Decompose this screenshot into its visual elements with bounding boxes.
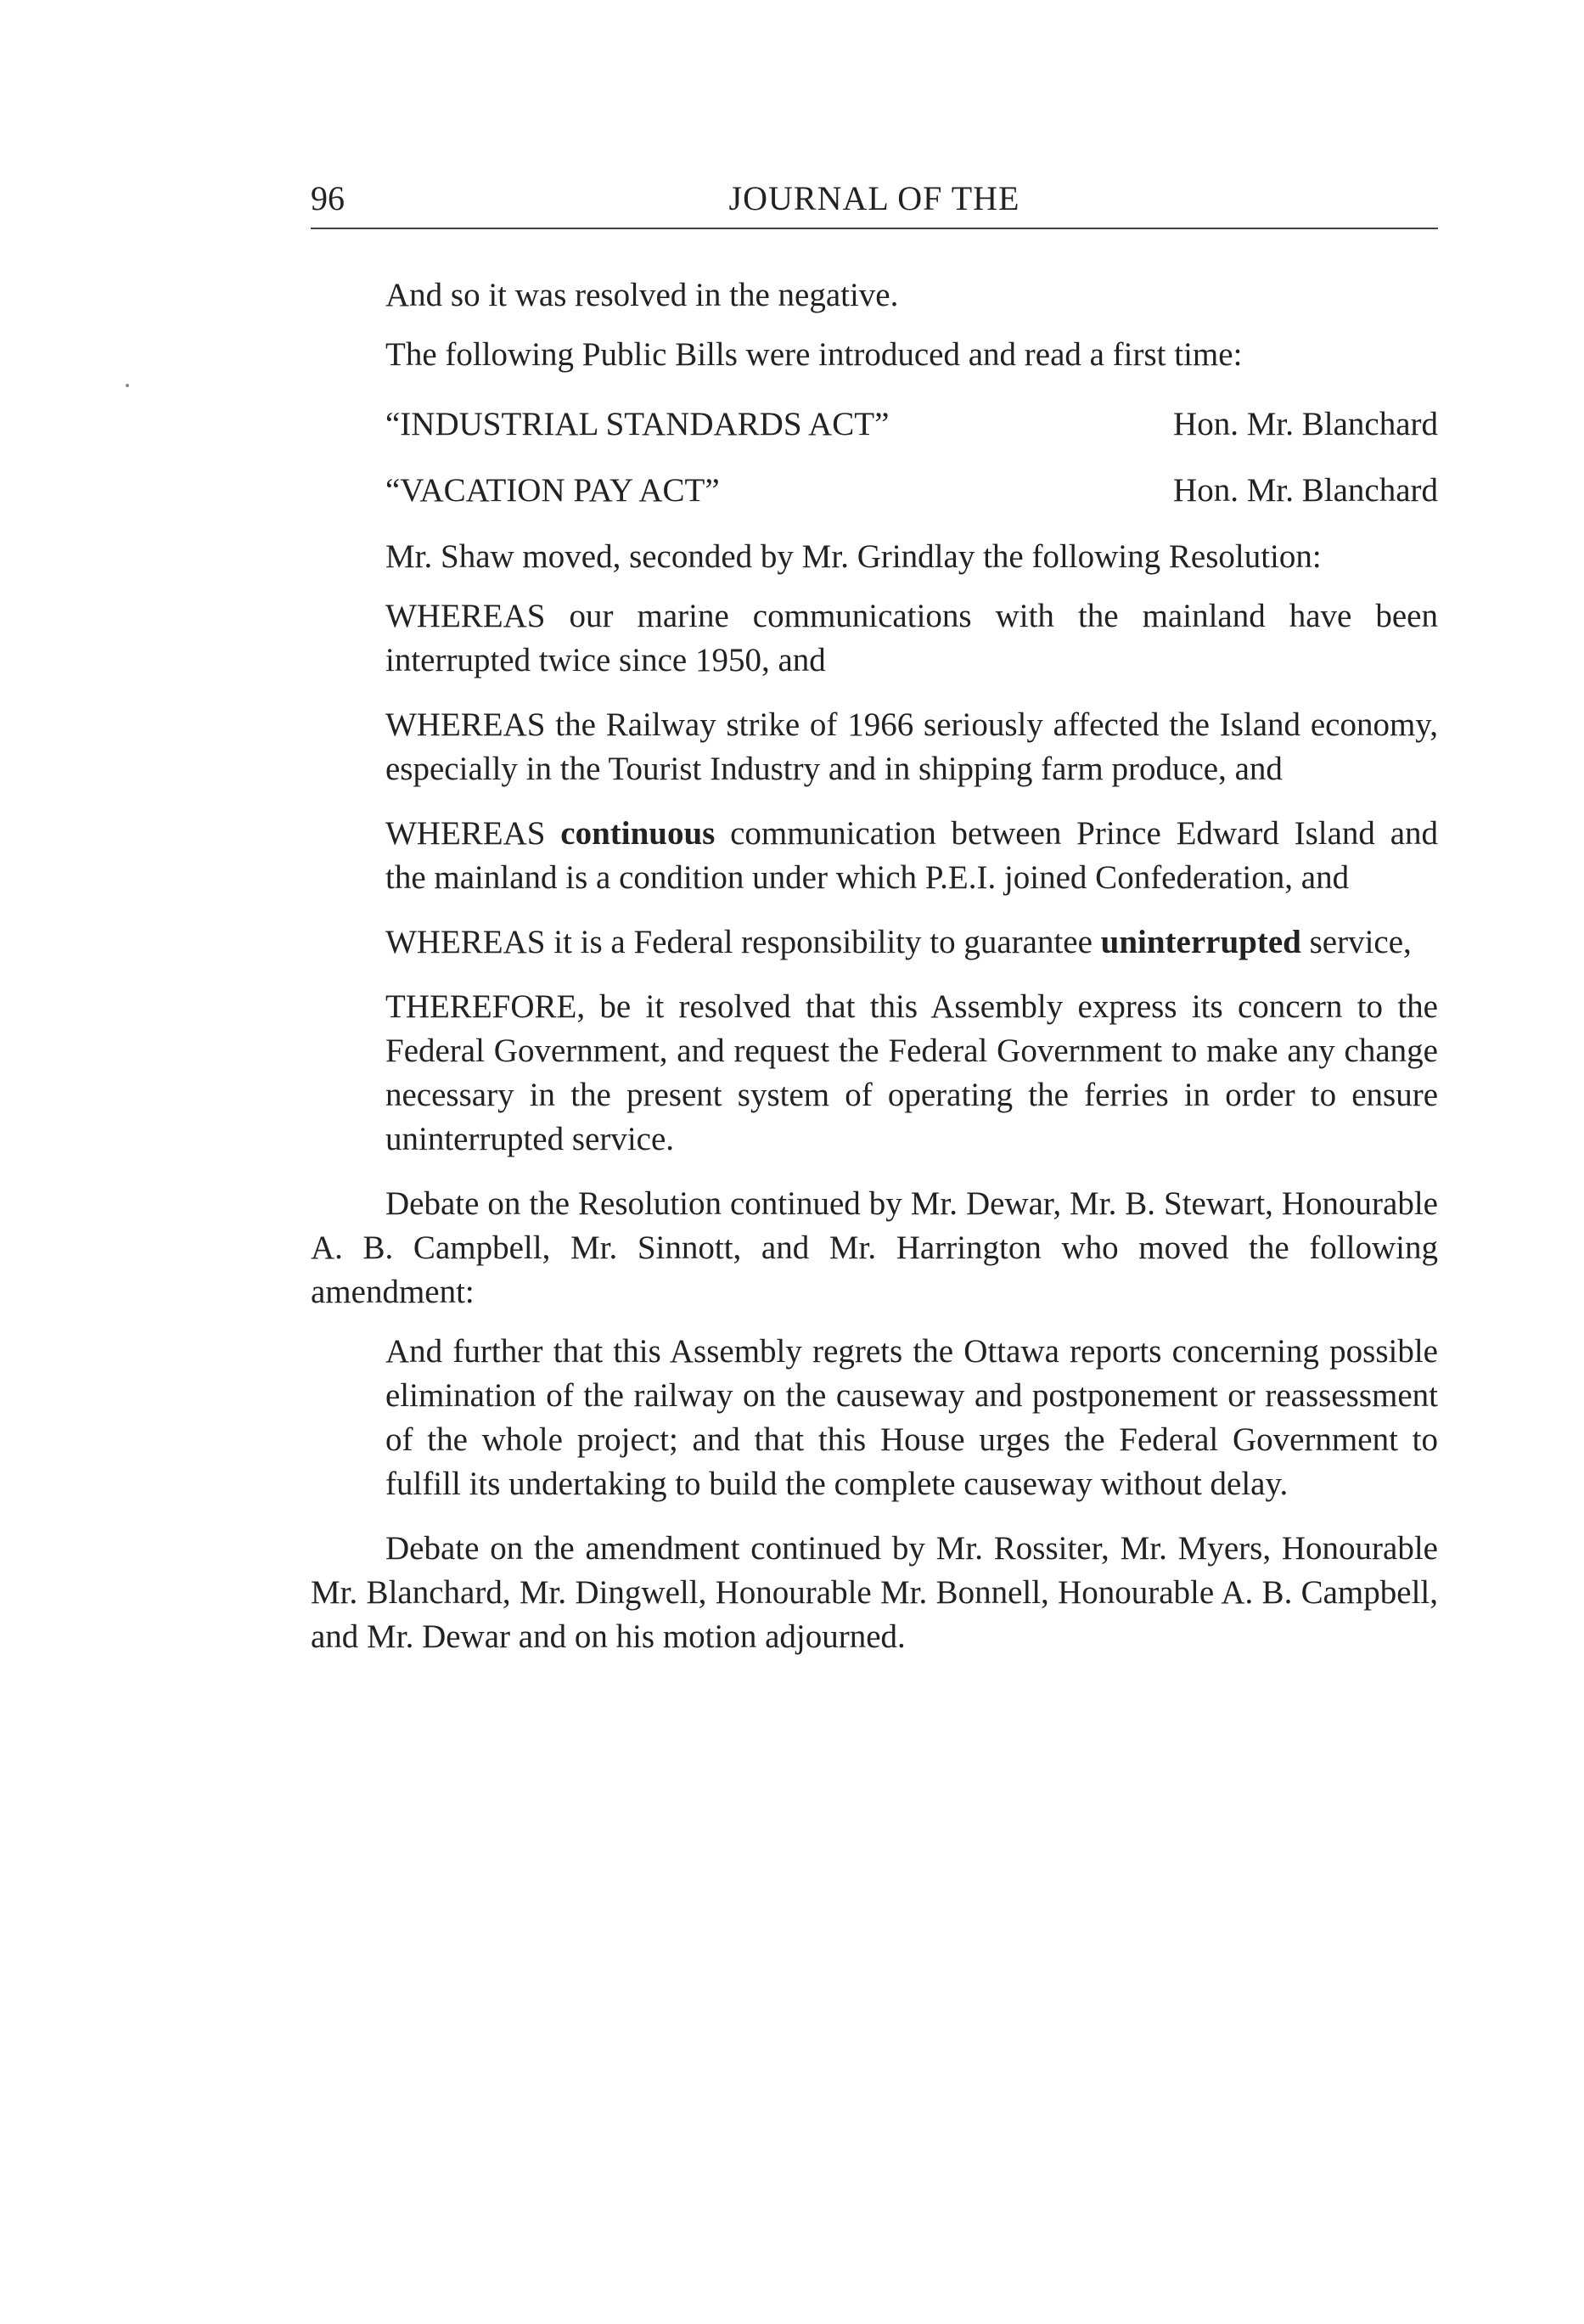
debate-paragraph: Debate on the Resolution continued by Mr. Dewar, Mr. B. Stewart, Honourable A. B. Campbell, Mr. Sinnott, and Mr. Harrington who moved the following amendment: xyxy=(311,1185,1438,1310)
header-rule xyxy=(311,228,1438,229)
clause-text: WHEREAS it is a Federal responsibility to guarantee xyxy=(385,924,1101,960)
amendment-debate-paragraph: Debate on the amendment continued by Mr. Rossiter, Mr. Myers, Honourable Mr. Blanchard, Mr. Dingwell, Honourable Mr. Bonnell, Honourable A. B. Campbell, and Mr. Dewar and on his motion adjourned. xyxy=(311,1530,1438,1655)
page-number: 96 xyxy=(311,179,345,217)
bill-sponsor: Hon. Mr. Blanchard xyxy=(1173,406,1438,442)
whereas-clause xyxy=(385,812,1438,900)
resolution-block xyxy=(311,594,1438,1162)
amendment-text: And further that this Assembly regrets the Ottawa reports concerning possible elimination of the railway on the causeway and postponement or reassessment of the whole project; and that this House urges the Federal Government to fulfill its undertaking to build the complete causeway without delay. xyxy=(385,1333,1438,1502)
bill-title: “VACATION PAY ACT” xyxy=(385,472,720,509)
bills-intro-paragraph: The following Public Bills were introduced and read a first time: xyxy=(385,336,1243,373)
whereas-clause: WHEREAS our marine communications with the mainland have been interrupted twice since 1950, and xyxy=(385,598,1438,678)
clause-text: service, xyxy=(1300,924,1412,960)
clause-emphasis: continuous xyxy=(560,815,716,852)
bill-sponsor: Hon. Mr. Blanchard xyxy=(1173,472,1438,509)
running-head: JOURNAL OF THE xyxy=(728,179,1020,217)
bill-entry xyxy=(385,402,1438,447)
whereas-clause: WHEREAS the Railway strike of 1966 seriously affected the Island economy, especially in the Tourist Industry and in shipping farm produce, and xyxy=(385,706,1438,787)
journal-body xyxy=(311,273,1438,1674)
whereas-clause xyxy=(385,920,1438,965)
clause-text: communication between Prince Edward Island and the mainland is a condition under which P.E.I. joined Confederation, and xyxy=(385,815,1438,896)
motion-paragraph: Mr. Shaw moved, seconded by Mr. Grindlay the following Resolution: xyxy=(385,538,1322,575)
bill-title: “INDUSTRIAL STANDARDS ACT” xyxy=(385,406,890,442)
negative-resolution-paragraph: And so it was resolved in the negative. xyxy=(385,277,899,313)
page-header xyxy=(311,178,1438,228)
bill-entry xyxy=(385,469,1438,513)
scan-speck xyxy=(126,384,129,387)
clause-emphasis: uninterrupted xyxy=(1100,924,1301,960)
clause-text: WHEREAS xyxy=(385,815,561,852)
therefore-clause: THEREFORE, be it resolved that this Assembly express its concern to the Federal Government, and request the Federal Government to make any change necessary in the present system of operating the ferries in order to ensure uninterrupted service. xyxy=(385,988,1438,1157)
